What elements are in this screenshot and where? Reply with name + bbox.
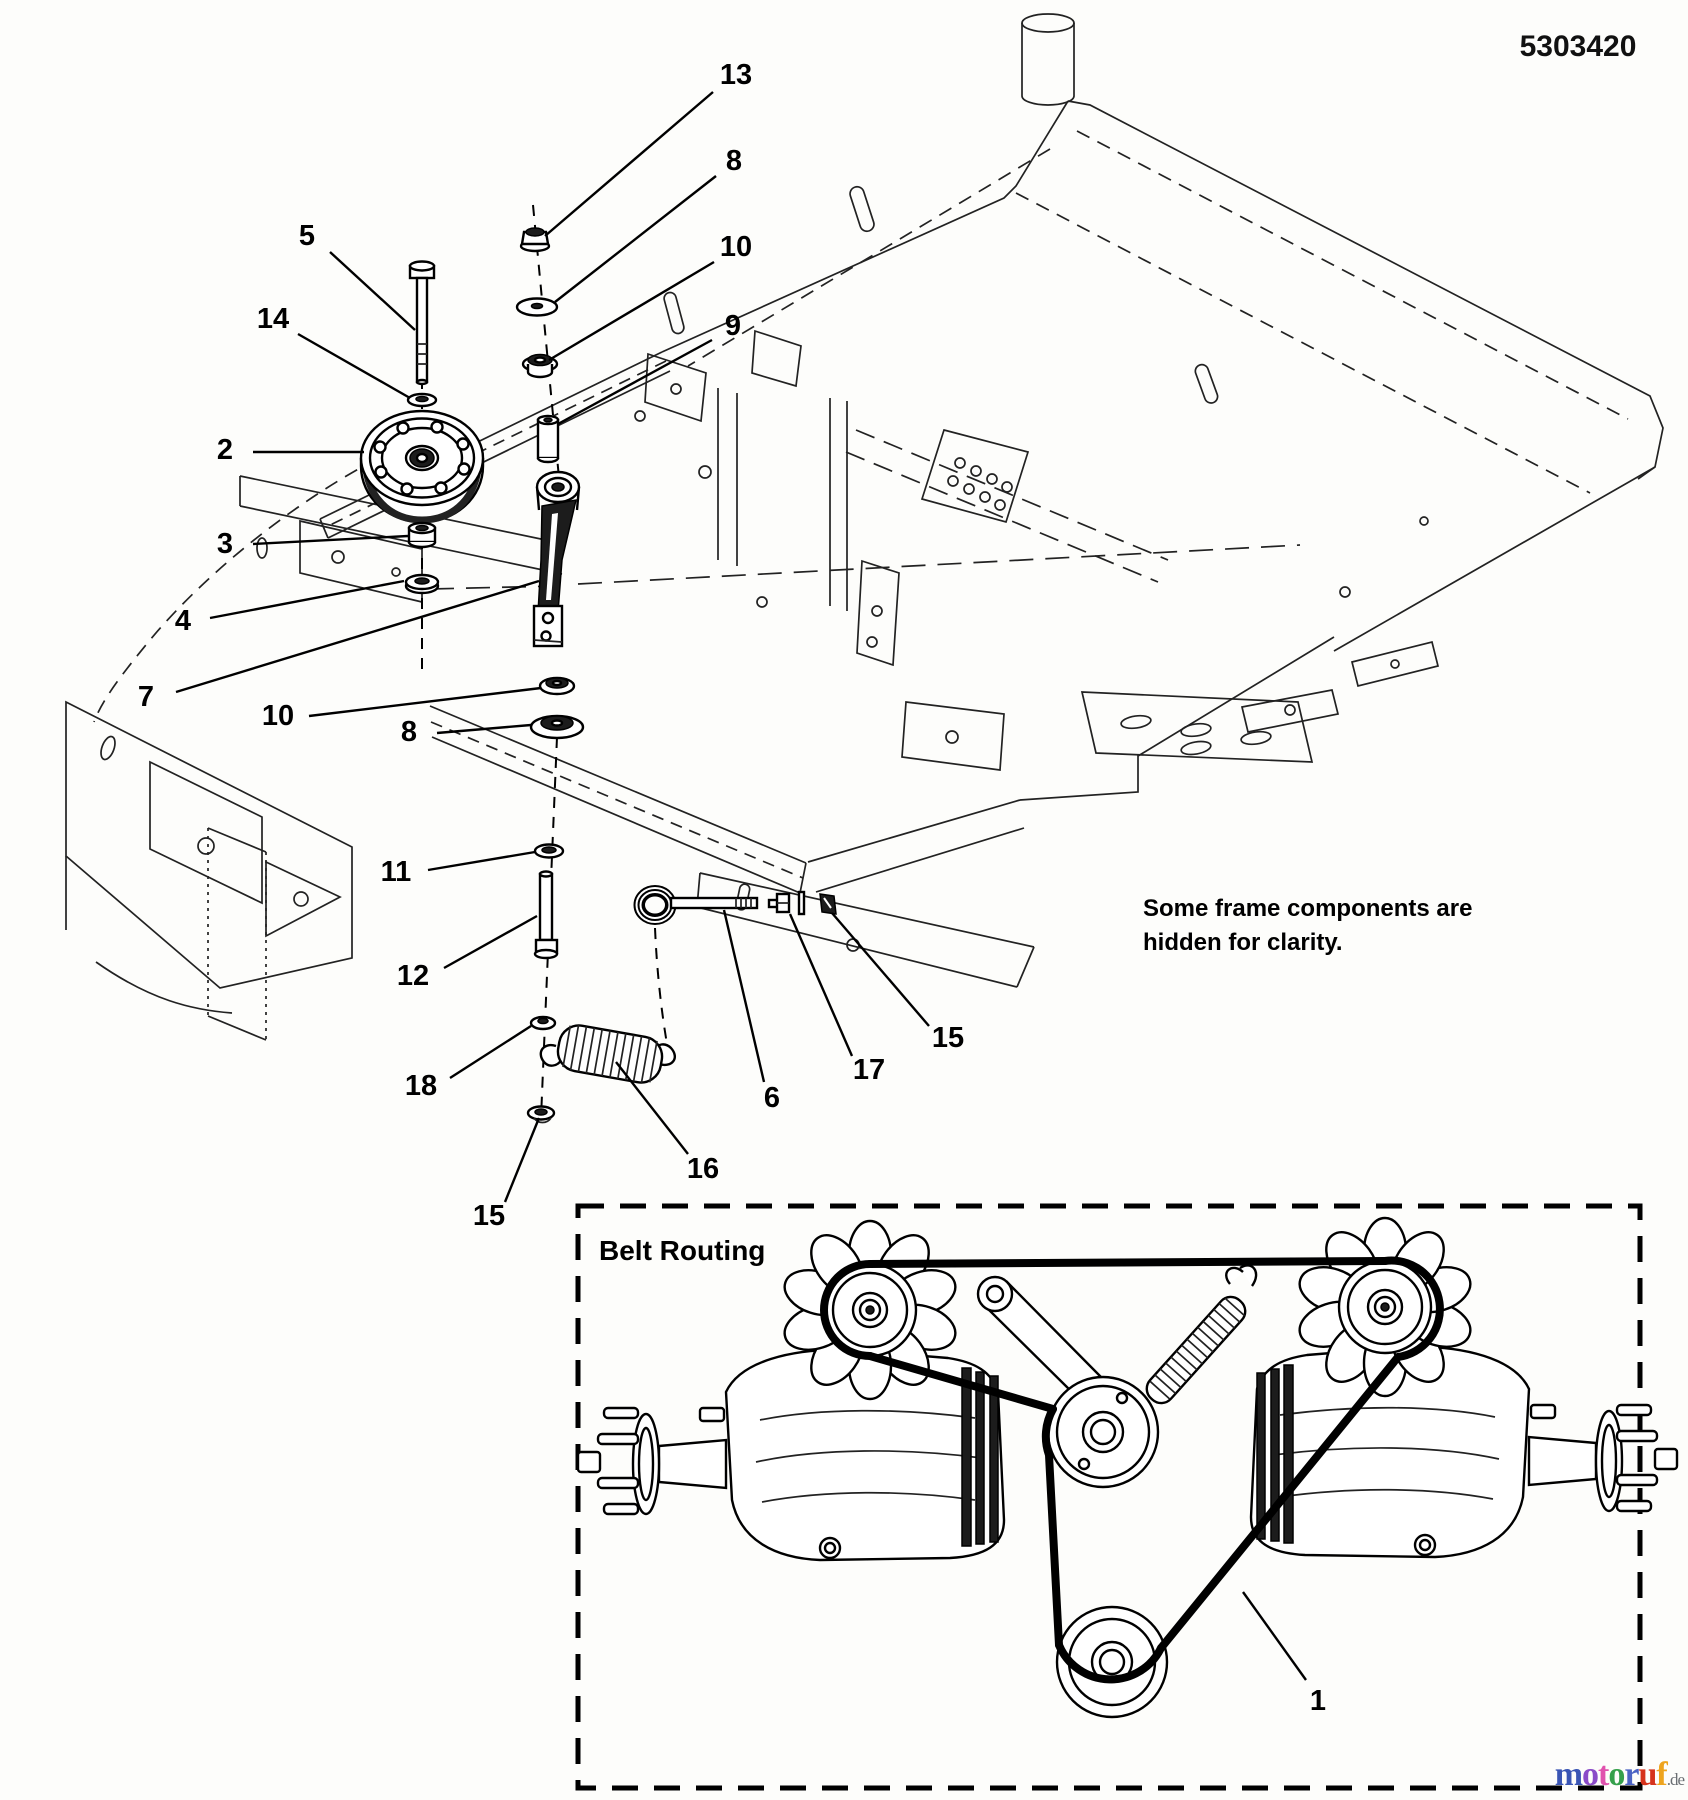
frame-tube <box>1022 14 1074 105</box>
assembly-axes <box>422 205 667 1118</box>
inset-center-idler-pulley <box>1048 1377 1158 1487</box>
flange-bolt-part-17 <box>769 894 789 912</box>
watermark-letter: f <box>1656 1756 1667 1793</box>
watermark-letter: t <box>1598 1756 1609 1793</box>
callout-leader-17 <box>790 914 852 1056</box>
watermark-letter: o <box>1608 1756 1625 1793</box>
callout-label-15: 15 <box>472 1200 506 1232</box>
callout-label-3: 3 <box>216 528 234 560</box>
belt-routing-inset <box>578 1206 1677 1788</box>
right-transaxle <box>1251 1218 1677 1557</box>
callout-label-7: 7 <box>137 681 155 713</box>
callout-leader-5 <box>330 252 415 330</box>
washer-part-15-left <box>528 1107 554 1123</box>
callout-label-1: 1 <box>1309 1685 1327 1717</box>
clip-part-15-right <box>820 894 836 914</box>
callout-label-5: 5 <box>298 220 316 252</box>
spacer-bolt-part-12 <box>535 872 557 959</box>
idler-arm-axis-line <box>533 205 559 1118</box>
callout-label-8: 8 <box>725 145 743 177</box>
spacer-part-9 <box>538 416 558 462</box>
callout-leader-10 <box>549 262 714 360</box>
callout-leader-6 <box>724 910 764 1082</box>
callout-label-13: 13 <box>719 59 753 91</box>
inset-title: Belt Routing <box>599 1235 766 1266</box>
idler-pulley-part-2 <box>361 411 483 522</box>
callout-label-8: 8 <box>400 716 418 748</box>
retainer-pin <box>799 892 804 914</box>
callout-leader-18 <box>450 1026 531 1078</box>
callout-leader-15 <box>505 1118 539 1202</box>
callout-label-12: 12 <box>396 960 430 992</box>
bolt-part-5 <box>410 262 434 385</box>
callout-leader-13 <box>545 92 713 236</box>
callout-label-15: 15 <box>931 1022 965 1054</box>
flange-nut-part-13 <box>521 228 549 251</box>
callout-label-4: 4 <box>174 605 192 637</box>
watermark-letter: m <box>1554 1756 1583 1793</box>
callout-leader-11 <box>428 852 535 870</box>
washer-part-14 <box>408 394 436 406</box>
callout-leader-14 <box>298 334 410 398</box>
callout-label-16: 16 <box>686 1153 720 1185</box>
callout-leader-9 <box>558 340 712 424</box>
eyebolt-spring-axis-line <box>655 928 667 1044</box>
washer-part-10-lower <box>540 678 574 694</box>
note-line-1: Some frame components are <box>1143 895 1473 922</box>
watermark-letter: o <box>1582 1756 1599 1793</box>
callout-leader-4 <box>210 581 404 618</box>
callout-label-17: 17 <box>852 1054 886 1086</box>
washer-part-4 <box>406 575 438 593</box>
callout-leader-10 <box>309 688 541 716</box>
washer-part-8-lower <box>531 716 583 738</box>
washer-part-18 <box>531 1017 555 1029</box>
callout-leader-7 <box>176 581 539 692</box>
callout-leader-8 <box>555 176 716 302</box>
exploded-parts <box>361 228 836 1123</box>
callout-label-14: 14 <box>256 303 290 335</box>
watermark-suffix: .de <box>1666 1770 1684 1789</box>
callout-leader-12 <box>444 916 537 968</box>
drawing-number: 5303420 <box>1519 30 1637 63</box>
watermark-letter: r <box>1624 1756 1639 1793</box>
callout-label-11: 11 <box>380 856 412 888</box>
callout-label-9: 9 <box>724 310 742 342</box>
callout-leader-8 <box>437 725 531 733</box>
left-transaxle <box>578 1221 1004 1560</box>
nut-part-3 <box>409 523 435 547</box>
frame-drawing <box>66 14 1663 1040</box>
callout-label-18: 18 <box>404 1070 438 1102</box>
callout-label-6: 6 <box>763 1082 781 1114</box>
motoruf-watermark <box>1555 1756 1684 1794</box>
note-line-2: hidden for clarity. <box>1143 929 1343 956</box>
spring-part-16 <box>541 1022 675 1085</box>
callout-label-10: 10 <box>719 231 753 263</box>
hole-cluster <box>948 458 1012 510</box>
idler-arm-part-7 <box>534 472 579 646</box>
washer-part-8-upper <box>517 299 557 316</box>
callout-leader-1 <box>1243 1592 1306 1680</box>
callout-leader-15 <box>832 913 929 1026</box>
callout-label-2: 2 <box>216 434 234 466</box>
washer-part-11 <box>535 845 563 858</box>
inset-spring <box>1141 1265 1256 1408</box>
callout-label-10: 10 <box>261 700 295 732</box>
watermark-letter: u <box>1638 1756 1657 1793</box>
